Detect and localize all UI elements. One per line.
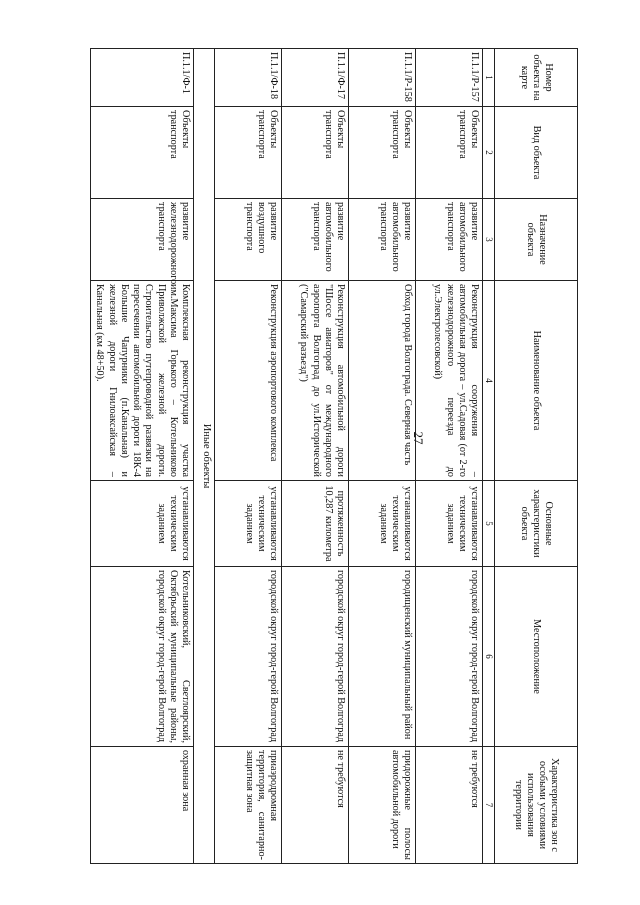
object-name: Обход города Волгограда. Северная часть bbox=[349, 281, 416, 481]
object-zones: приаэродромная территория, санитарно-защитная зона bbox=[215, 747, 282, 864]
page-number: 27 bbox=[411, 431, 426, 445]
column-number: 4 bbox=[483, 281, 495, 481]
section-title: Иные объекты bbox=[194, 49, 215, 864]
object-zones: не требуются bbox=[282, 747, 349, 864]
object-kind: Объекты транспорта bbox=[215, 107, 282, 199]
object-kind: Объекты транспорта bbox=[91, 107, 194, 199]
object-location: городской округ город-герой Волгоград bbox=[215, 567, 282, 747]
object-zones: не требуются bbox=[416, 747, 483, 864]
column-number: 7 bbox=[483, 747, 495, 864]
object-zones: придорожные полосы автомобильной дороги bbox=[349, 747, 416, 864]
object-purpose: развитие автомобильного транспорта bbox=[416, 199, 483, 281]
object-location: Котельниковский, Светлоярский, Октябрьский муниципальные районы, городской округ город-герой Волгоград bbox=[91, 567, 194, 747]
object-purpose: развитие автомобильного транспорта bbox=[282, 199, 349, 281]
object-number: П.1.1/Р-158 bbox=[349, 49, 416, 107]
header-cell: Назначение объекта bbox=[495, 199, 578, 281]
table-row bbox=[349, 49, 416, 864]
object-kind: Объекты транспорта bbox=[349, 107, 416, 199]
object-purpose: развитие воздушного транспорта bbox=[215, 199, 282, 281]
object-characteristics: протяженность 10,287 километра bbox=[282, 481, 349, 567]
header-cell: Номер объекта на карте bbox=[495, 49, 578, 107]
header-cell: Основные характеристики объекта bbox=[495, 481, 578, 567]
object-purpose: развитие автомобильного транспорта bbox=[349, 199, 416, 281]
object-name: Реконструкция автомобильной дороги "Шоссе авиаторов" от международного аэропорта Волгоград до ул.Исторической ("Самарский разъезд") bbox=[282, 281, 349, 481]
section-row bbox=[194, 49, 215, 864]
table-row bbox=[282, 49, 349, 864]
object-location: городищенский муниципальный район bbox=[349, 567, 416, 747]
table-row bbox=[91, 49, 194, 864]
object-number: П.1.1/Р-157 bbox=[416, 49, 483, 107]
objects-table bbox=[90, 48, 578, 864]
object-name: Комплексная реконструкция участка им.Максима Горького – Котельниково Приволжской железной дороги. Строительство путепроводной развязки на пересечении автомобильной дороги 18К-4 Большие Чапурники (п.Канальная) и железной дороги Гнилоаксайская – Канальная (км 48+50). bbox=[91, 281, 194, 481]
column-number: 3 bbox=[483, 199, 495, 281]
column-number: 1 bbox=[483, 49, 495, 107]
object-characteristics: устанавливаются техническим заданием bbox=[416, 481, 483, 567]
object-number: П.1.1/Ф-17 bbox=[282, 49, 349, 107]
table-row bbox=[416, 49, 483, 864]
object-characteristics: устанавливаются техническим заданием bbox=[91, 481, 194, 567]
column-number: 2 bbox=[483, 107, 495, 199]
object-kind: Объекты транспорта bbox=[416, 107, 483, 199]
object-number: П.1.1/Ф-18 bbox=[215, 49, 282, 107]
column-number: 6 bbox=[483, 567, 495, 747]
document-table-container bbox=[94, 48, 578, 863]
column-number-row bbox=[483, 49, 495, 864]
header-cell: Вид объекта bbox=[495, 107, 578, 199]
table-row bbox=[215, 49, 282, 864]
object-characteristics: устанавливаются техническим заданием bbox=[349, 481, 416, 567]
object-name: Реконструкция сооружения – автомобильная дорога – ул.Садовая (от 2-го железнодорожного переезда до ул.Электролесовской) bbox=[416, 281, 483, 481]
object-zones: охранная зона bbox=[91, 747, 194, 864]
header-cell: Наименование объекта bbox=[495, 281, 578, 481]
object-characteristics: устанавливаются техническим заданием bbox=[215, 481, 282, 567]
object-location: городской округ город-герой Волгоград bbox=[416, 567, 483, 747]
object-kind: Объекты транспорта bbox=[282, 107, 349, 199]
header-row bbox=[495, 49, 578, 864]
header-cell: Местоположение bbox=[495, 567, 578, 747]
header-cell: Характеристика зон с особыми условиями использования территории bbox=[495, 747, 578, 864]
column-number: 5 bbox=[483, 481, 495, 567]
object-number: П.1.1/Ф-1 bbox=[91, 49, 194, 107]
object-purpose: развитие железнодорожного транспорта bbox=[91, 199, 194, 281]
object-location: городской округ город-герой Волгоград bbox=[282, 567, 349, 747]
object-name: Реконструкция аэропортового комплекса bbox=[215, 281, 282, 481]
